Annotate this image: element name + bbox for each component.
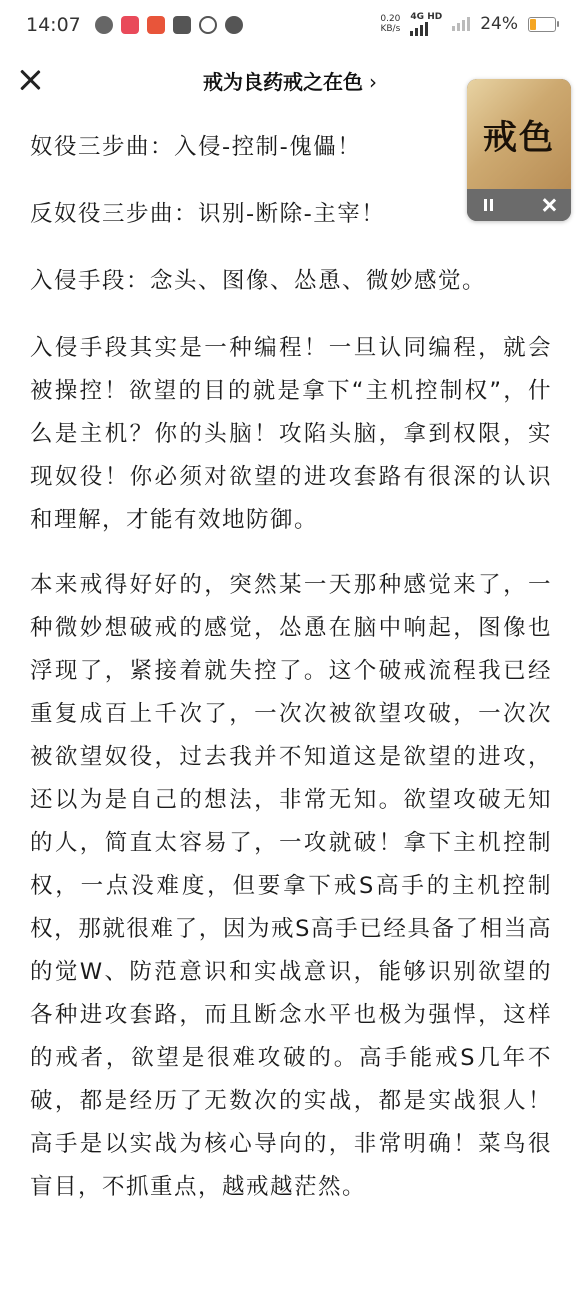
- battery-icon: [528, 17, 556, 32]
- network-type: 4G HD: [410, 12, 443, 22]
- battery-percent: 24%: [480, 14, 518, 34]
- network-4g: [410, 12, 442, 36]
- status-bar: [0, 0, 580, 52]
- signal-bars-icon: [410, 22, 442, 36]
- status-left: [26, 14, 243, 36]
- player-cover-text: 戒色: [483, 117, 555, 158]
- app-red-icon: [121, 16, 139, 34]
- status-right: [380, 12, 556, 36]
- article-paragraph: 反奴役三步曲：识别-断除-主宰！: [30, 201, 386, 227]
- article-body: [30, 126, 552, 1231]
- status-time: 14:07: [26, 14, 81, 36]
- chevron-right-icon: ›: [369, 70, 377, 94]
- article-paragraph: 本来戒得好好的，突然某一天那种感觉来了，一种微妙想破戒的感觉，怂恿在脑中响起，图像也浮现了，紧接着就失控了。这个破戒流程我已经重复成百上千次了，一次次被欲望攻破，一次次被欲望奴役，过去我并不知道这是欲望的进攻，还以为是自己的想法，非常无知。欲望攻破无知的人，简直太容易了，一攻就破！拿下主机控制权，一点没难度，但要拿下戒S高手的主机控制权，那就很难了，因为戒S高手已经具备了相当高的觉W、防范意识和实战意识，能够识别欲望的各种进攻套路，而且断念水平也极为强悍，这样的戒者，欲望是很难攻破的。高手能戒S几年不破，都是经历了无数次的实战，都是实战狠人！高手是以实战为核心导向的，非常明确！菜鸟很盲目，不抓重点，越戒越茫然。: [30, 572, 552, 1200]
- app-dark-icon: [173, 16, 191, 34]
- page-title: 戒为良药戒之在色: [203, 70, 363, 94]
- signal-bars-2-icon: [452, 17, 470, 31]
- network-speed-value: 0.20: [380, 14, 401, 24]
- app-circle-icon: [199, 16, 217, 34]
- article-paragraph: 入侵手段：念头、图像、怂恿、微妙感觉。: [30, 268, 487, 294]
- chat-bubble-icon: [225, 16, 243, 34]
- article-paragraph: 奴役三步曲：入侵-控制-傀儡！: [30, 134, 362, 160]
- battery-fill: [530, 19, 536, 30]
- wechat-icon: [95, 16, 113, 34]
- network-speed-unit: KB/s: [380, 24, 401, 34]
- article-paragraph: 入侵手段其实是一种编程！一旦认同编程，就会被操控！欲望的目的就是拿下“主机控制权”，什么是主机？你的头脑！攻陷头脑，拿到权限，实现奴役！你必须对欲望的进攻套路有很深的认识和理解，才能有效地防御。: [30, 335, 552, 533]
- network-speed: [380, 14, 400, 34]
- app-orange-icon: [147, 16, 165, 34]
